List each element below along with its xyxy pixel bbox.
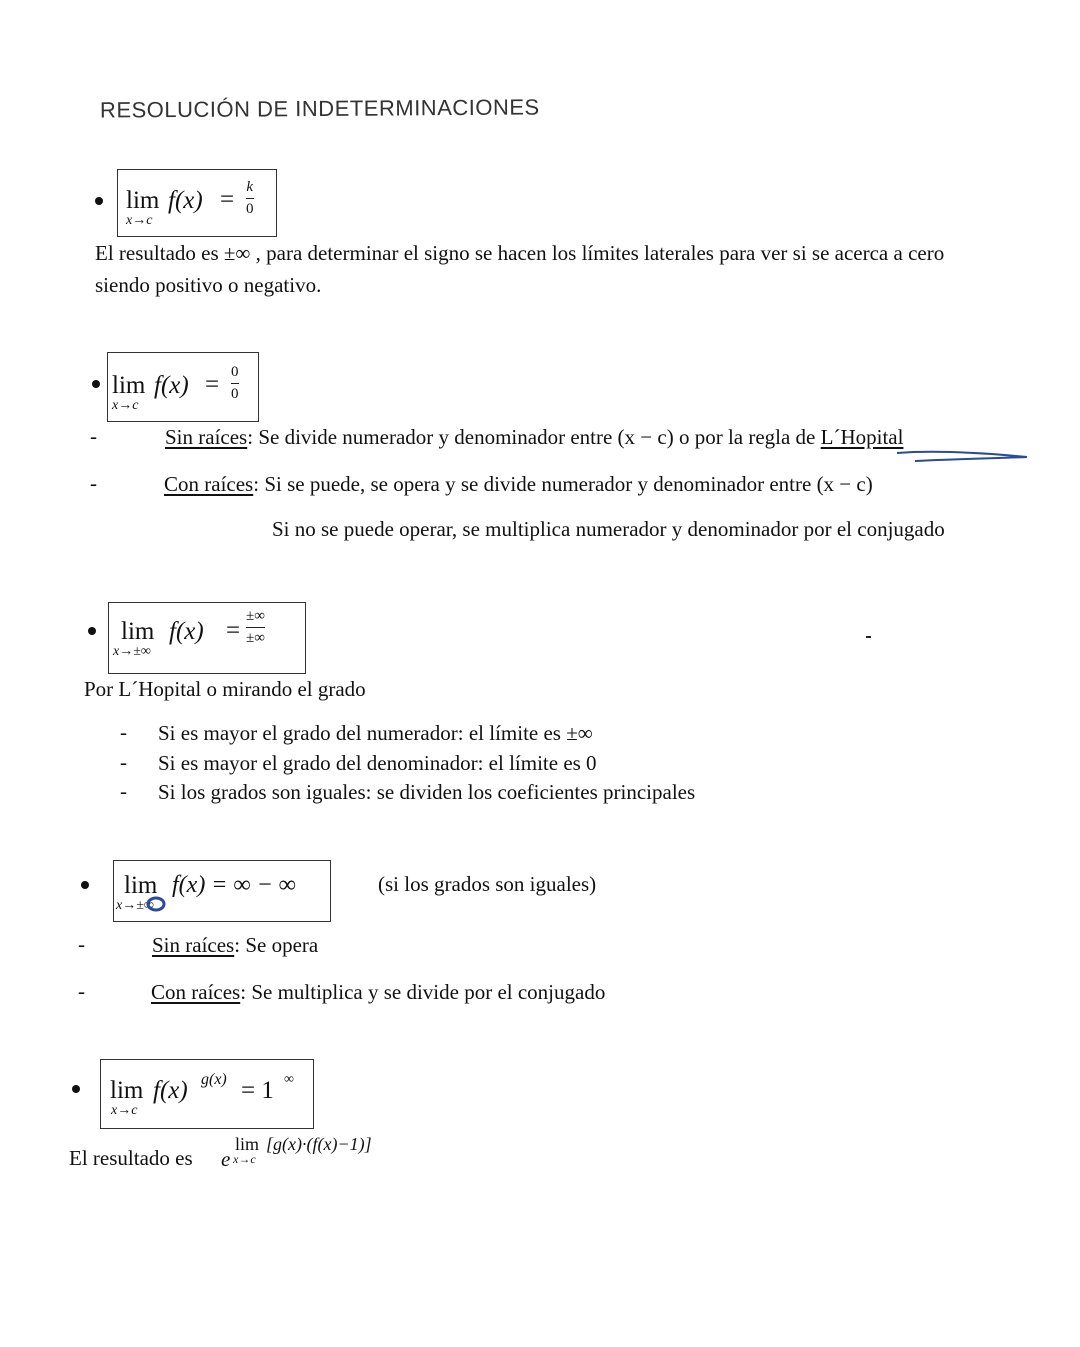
rhs-one: = 1 xyxy=(241,1077,274,1104)
fraction-bar xyxy=(231,383,239,384)
s3-item-2: Si es mayor el grado del denominador: el límite es 0 xyxy=(158,751,597,775)
s2-item-sin-raices xyxy=(165,422,903,452)
dash-marker: - xyxy=(120,720,127,744)
s1-text-line-2: siendo positivo o negativo. xyxy=(95,273,322,297)
lim-label: lim xyxy=(126,187,160,214)
s1-text-line-1: El resultado es ±∞ , para determinar el signo se hacen los límites laterales para ver si se acerca a cero xyxy=(95,241,945,265)
bullet-2 xyxy=(92,380,100,388)
numerator: k xyxy=(246,179,254,195)
formula-box-0-over-0 xyxy=(107,352,259,422)
denominator: 0 xyxy=(231,386,239,402)
expression: f(x) = ∞ − ∞ xyxy=(172,872,296,898)
stray-mark xyxy=(866,636,871,638)
lim-label: lim xyxy=(112,372,146,399)
e-exponent-expression: [g(x)·(f(x)−1)] xyxy=(266,1134,372,1154)
s5-result-label: El resultado es xyxy=(69,1146,193,1170)
fraction xyxy=(246,180,254,217)
function-fx: f(x) xyxy=(168,187,203,214)
lim-label: lim xyxy=(110,1077,144,1104)
equals-sign: = xyxy=(205,371,220,398)
formula-box-k-over-0 xyxy=(117,169,277,237)
item-label: Sin raíces xyxy=(165,425,248,449)
dash-marker: - xyxy=(78,932,85,956)
exponent-gx: g(x) xyxy=(201,1071,227,1088)
dash-marker: - xyxy=(120,750,127,774)
s4-item-con-raices xyxy=(151,977,605,1007)
lim-label: lim xyxy=(124,872,158,899)
denominator: ±∞ xyxy=(246,630,265,646)
s3-item-1: Si es mayor el grado del numerador: el límite es ±∞ xyxy=(158,721,593,745)
bullet-5 xyxy=(72,1085,80,1093)
formula-box-inf-over-inf xyxy=(108,602,306,674)
rhs-exponent-inf: ∞ xyxy=(284,1072,294,1087)
denominator: 0 xyxy=(246,201,254,217)
item-text: : Se opera xyxy=(234,933,319,957)
s2-item-con-raices xyxy=(164,469,873,499)
fraction xyxy=(231,365,239,402)
numerator: 0 xyxy=(231,364,239,380)
dash-marker: - xyxy=(78,979,85,1003)
euler-e: e xyxy=(221,1147,231,1171)
formula-box-inf-minus-inf xyxy=(113,860,331,922)
fraction-bar xyxy=(246,627,265,628)
dash-marker: - xyxy=(120,779,127,803)
item-label: Sin raíces xyxy=(152,933,235,957)
lim-label: lim xyxy=(121,618,155,645)
numerator: ±∞ xyxy=(246,608,265,624)
e-exponent-subscript: x→c xyxy=(233,1152,256,1166)
lim-subscript: x→c xyxy=(111,1103,138,1118)
item-text: : Si se puede, se opera y se divide numerador y denominador entre (x − c) xyxy=(253,472,873,496)
page-title: RESOLUCIÓN DE INDETERMINACIONES xyxy=(99,94,540,123)
item-text: : Se divide numerador y denominador entre (x − c) o por la regla de xyxy=(247,425,821,449)
lim-subscript: x→±∞ xyxy=(116,898,154,913)
bullet-4 xyxy=(81,881,89,889)
fraction xyxy=(246,609,265,646)
s3-item-3: Si los grados son iguales: se dividen los coeficientes principales xyxy=(158,780,696,804)
s4-note: (si los grados son iguales) xyxy=(378,872,597,896)
s2-continuation: Si no se puede operar, se multiplica numerador y denominador por el conjugado xyxy=(272,517,945,541)
dash-marker: - xyxy=(90,424,97,448)
s4-item-sin-raices xyxy=(152,930,318,960)
e-exponent-lim: lim xyxy=(235,1134,260,1154)
equals-sign: = xyxy=(226,617,241,644)
s3-intro: Por L´Hopital o mirando el grado xyxy=(84,677,366,701)
bullet-3 xyxy=(88,627,96,635)
handwritten-scribble xyxy=(144,895,170,913)
dash-marker: - xyxy=(90,471,97,495)
fraction-bar xyxy=(246,198,254,199)
lhopital-underlined: L´Hopital xyxy=(820,425,904,449)
bullet-1 xyxy=(95,197,103,205)
function-fx: f(x) xyxy=(153,1077,188,1104)
item-text: : Se multiplica y se divide por el conjugado xyxy=(240,980,606,1004)
item-label: Con raíces xyxy=(164,472,254,496)
item-label: Con raíces xyxy=(151,980,241,1004)
lim-subscript: x→±∞ xyxy=(113,644,151,659)
formula-box-one-to-inf xyxy=(100,1059,314,1129)
lim-subscript: x→c xyxy=(126,213,153,228)
function-fx: f(x) xyxy=(169,618,204,645)
equals-sign: = xyxy=(220,186,235,213)
handwritten-underline-mark xyxy=(895,447,1035,467)
function-fx: f(x) xyxy=(154,372,189,399)
lim-subscript: x→c xyxy=(112,398,139,413)
